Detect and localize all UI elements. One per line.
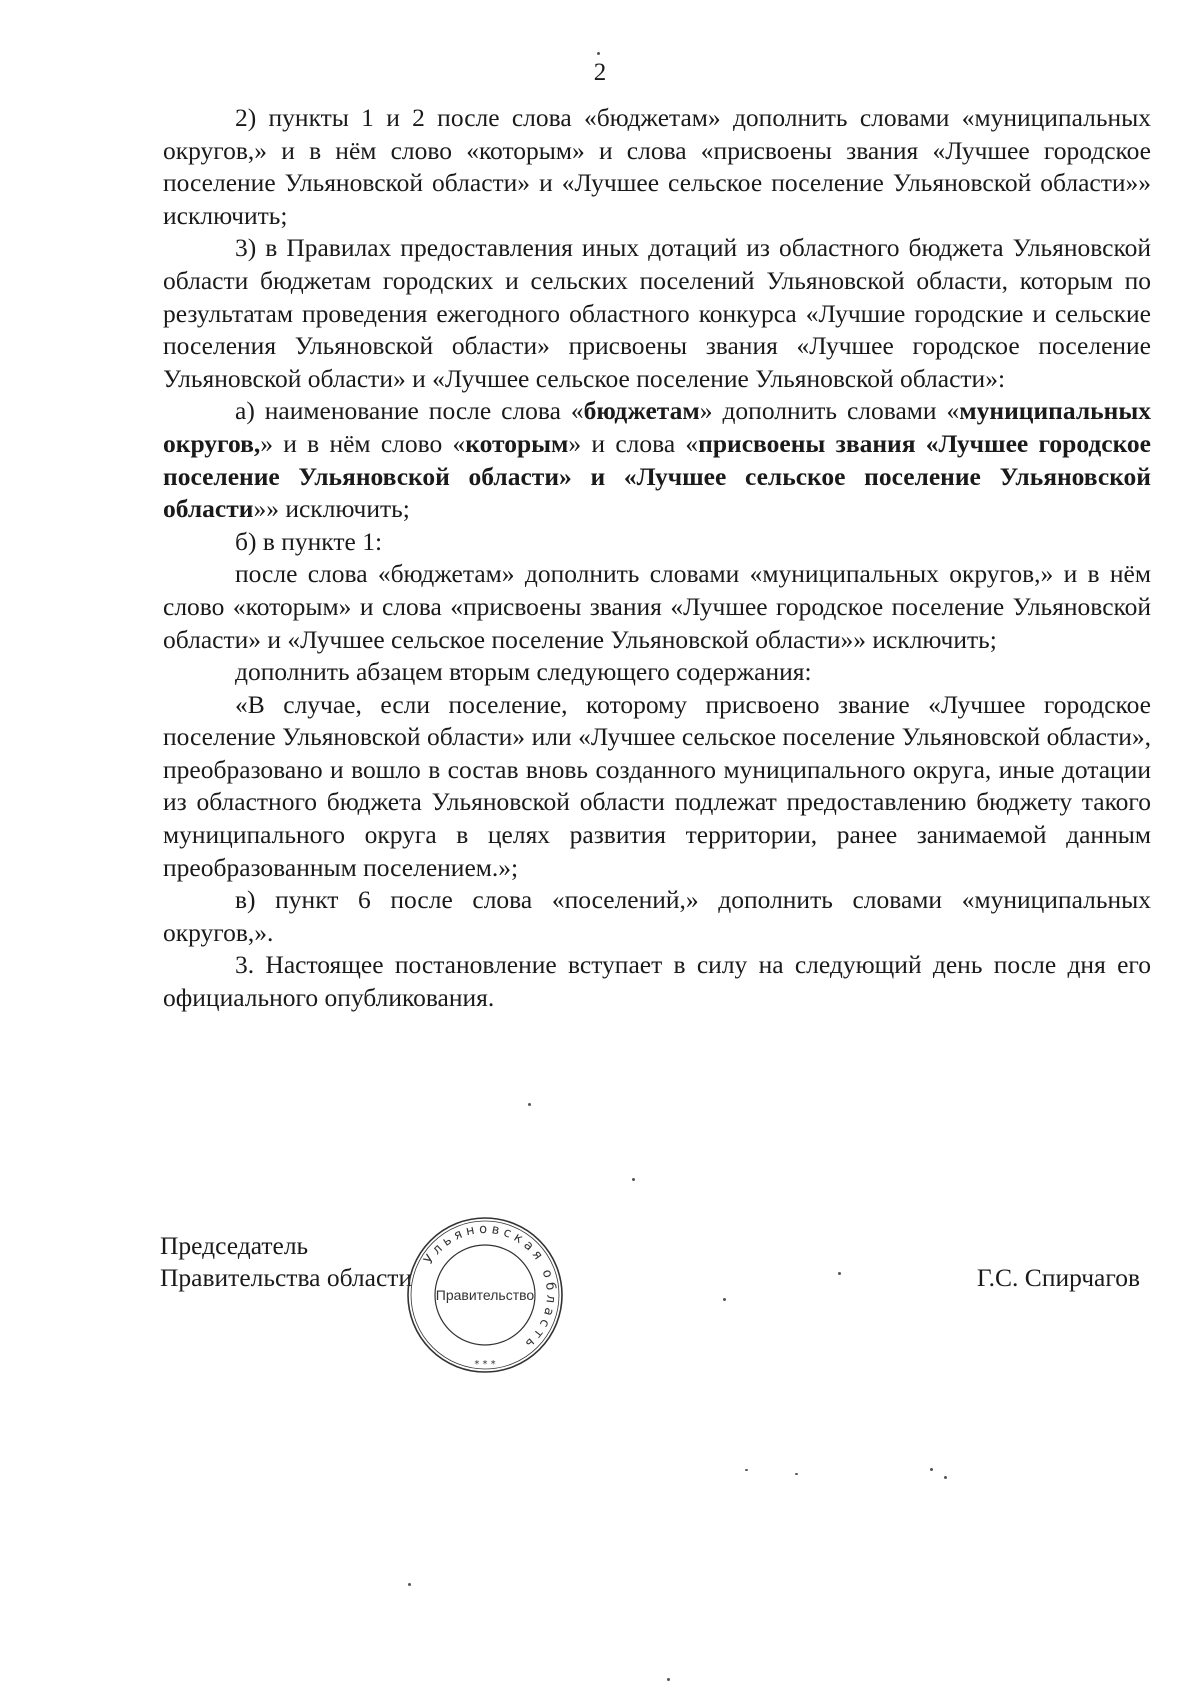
text-run: »» исключить;	[253, 494, 410, 524]
highlighted-text: присвоены звания «Лучшее городское поселение Ульяновской области» и «Лучшее сельское поселение Ульяновской области	[163, 428, 1151, 524]
paragraph-quoted-addition: «В случае, если поселение, которому присвоено звание «Лучшее городское поселение Ульяновской области» или «Лучшее сельское поселение Ульяновской области», преобразовано и вошло в состав вновь созданного муниципального округа, иные дотации из областного бюджета Ульяновской области подлежат предоставлению бюджету такого муниципального округа в целях развития территории, ранее занимаемой данным преобразованным поселением.»;	[163, 689, 1151, 882]
svg-text:* * *: * * *	[474, 1359, 496, 1370]
scan-speck	[930, 1468, 933, 1471]
paragraph-subitem-b-text: после слова «бюджетам» дополнить словами «муниципальных округов,» и в нём слово «которым» и слова «присвоены звания «Лучшее городское поселение Ульяновской области» и «Лучшее сельское поселение Ульяновской области»» исключить;	[163, 559, 1151, 654]
text-run: » и в нём слово «	[260, 428, 466, 458]
paragraph-effective-date: 3. Настоящее постановление вступает в силу на следующий день после дня его официального опубликования.	[163, 950, 1151, 1013]
text-run: » и слова «	[568, 428, 699, 458]
scan-speck	[408, 1583, 411, 1586]
highlighted-text: муниципальных округов,	[163, 396, 1151, 458]
paragraph-item-2: 2) пункты 1 и 2 после слова «бюджетам» дополнить словами «муниципальных округов,» и в нём слово «которым» и слова «присвоены звания «Лучшее городское поселение Ульяновской области» и «Лучшее сельское поселение Ульяновской области»» исключить;	[163, 103, 1151, 230]
signatory-title-line: Правительства области	[160, 1263, 413, 1292]
scan-speck	[795, 1473, 798, 1475]
signatory-title	[160, 1230, 412, 1294]
scan-speck	[597, 52, 600, 55]
scan-speck	[632, 1178, 635, 1181]
highlighted-text: которым	[465, 428, 569, 458]
text-run: » дополнить словами «	[699, 396, 960, 426]
paragraph-subitem-a	[163, 395, 1151, 525]
highlighted-text: бюджетам	[583, 396, 700, 426]
signatory-title-line: Председатель	[160, 1231, 309, 1260]
scan-speck	[838, 1272, 841, 1275]
official-seal	[405, 1215, 565, 1375]
seal-center-text: Правительство	[435, 1287, 535, 1303]
paragraph-subitem-v: в) пункт 6 после слова «поселений,» дополнить словами «муниципальных округов,».	[163, 885, 1151, 947]
signatory-name: Г.С. Спирчагов	[976, 1263, 1140, 1292]
scan-speck	[745, 1469, 748, 1471]
scan-speck	[944, 1476, 947, 1479]
paragraph-subitem-b: б) в пункте 1:	[235, 526, 383, 556]
page-number: 2	[593, 59, 607, 86]
text-run: а) наименование после слова «	[235, 396, 584, 426]
paragraph-addition-intro: дополнить абзацем вторым следующего содержания:	[235, 657, 812, 687]
document-body	[163, 102, 1151, 1015]
scan-speck	[723, 1298, 726, 1301]
scan-speck	[528, 1103, 531, 1106]
paragraph-item-3: 3) в Правилах предоставления иных дотаций из областного бюджета Ульяновской области бюджетам городских и сельских поселений Ульяновской области, которым по результатам проведения ежегодного областного конкурса «Лучшие городские и сельские поселения Ульяновской области» присвоены звания «Лучшее городское поселение Ульяновской области» и «Лучшее сельское поселение Ульяновской области»:	[163, 233, 1151, 393]
scan-speck	[667, 1678, 670, 1681]
seal-ring-text: Ульяновская область	[421, 1221, 559, 1354]
